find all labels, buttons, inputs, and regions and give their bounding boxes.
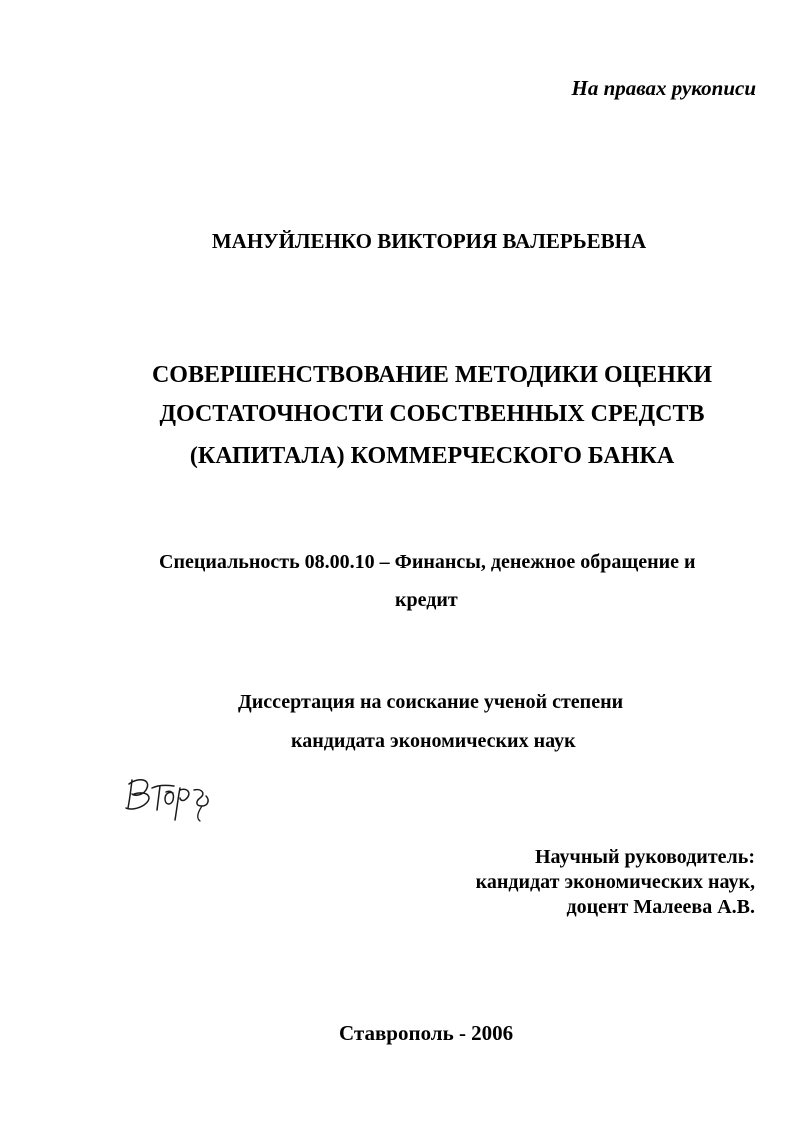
signature-stroke-1: [126, 780, 149, 809]
handwritten-signature: [122, 772, 222, 824]
advisor-degree: кандидат экономических наук,: [475, 871, 755, 893]
author-name: МАНУЙЛЕНКО ВИКТОРИЯ ВАЛЕРЬЕВНА: [211, 229, 647, 253]
dissertation-line-2: кандидата экономических наук: [291, 730, 576, 752]
thesis-title-line-3: (КАПИТАЛА) КОММЕРЧЕСКОГО БАНКА: [189, 443, 675, 469]
signature-stroke-2: [152, 785, 174, 810]
place-and-year: Ставрополь - 2006: [339, 1021, 514, 1045]
advisor-name: доцент Малеева А.В.: [566, 896, 755, 918]
thesis-title-line-1: СОВЕРШЕНСТВОВАНИЕ МЕТОДИКИ ОЦЕНКИ: [151, 362, 713, 388]
signature-tail: [198, 806, 202, 821]
manuscript-rights-note: На правах рукописи: [571, 76, 756, 100]
thesis-title-line-2: ДОСТАТОЧНОСТИ СОБСТВЕННЫХ СРЕДСТВ: [159, 401, 705, 427]
dissertation-line-1: Диссертация на соискание ученой степени: [238, 691, 624, 713]
signature-stroke-3: [175, 788, 208, 820]
advisor-heading: Научный руководитель:: [535, 846, 755, 868]
specialty-line-1: Специальность 08.00.10 – Финансы, денежное обращение и: [159, 551, 696, 573]
specialty-line-2: кредит: [395, 589, 458, 611]
